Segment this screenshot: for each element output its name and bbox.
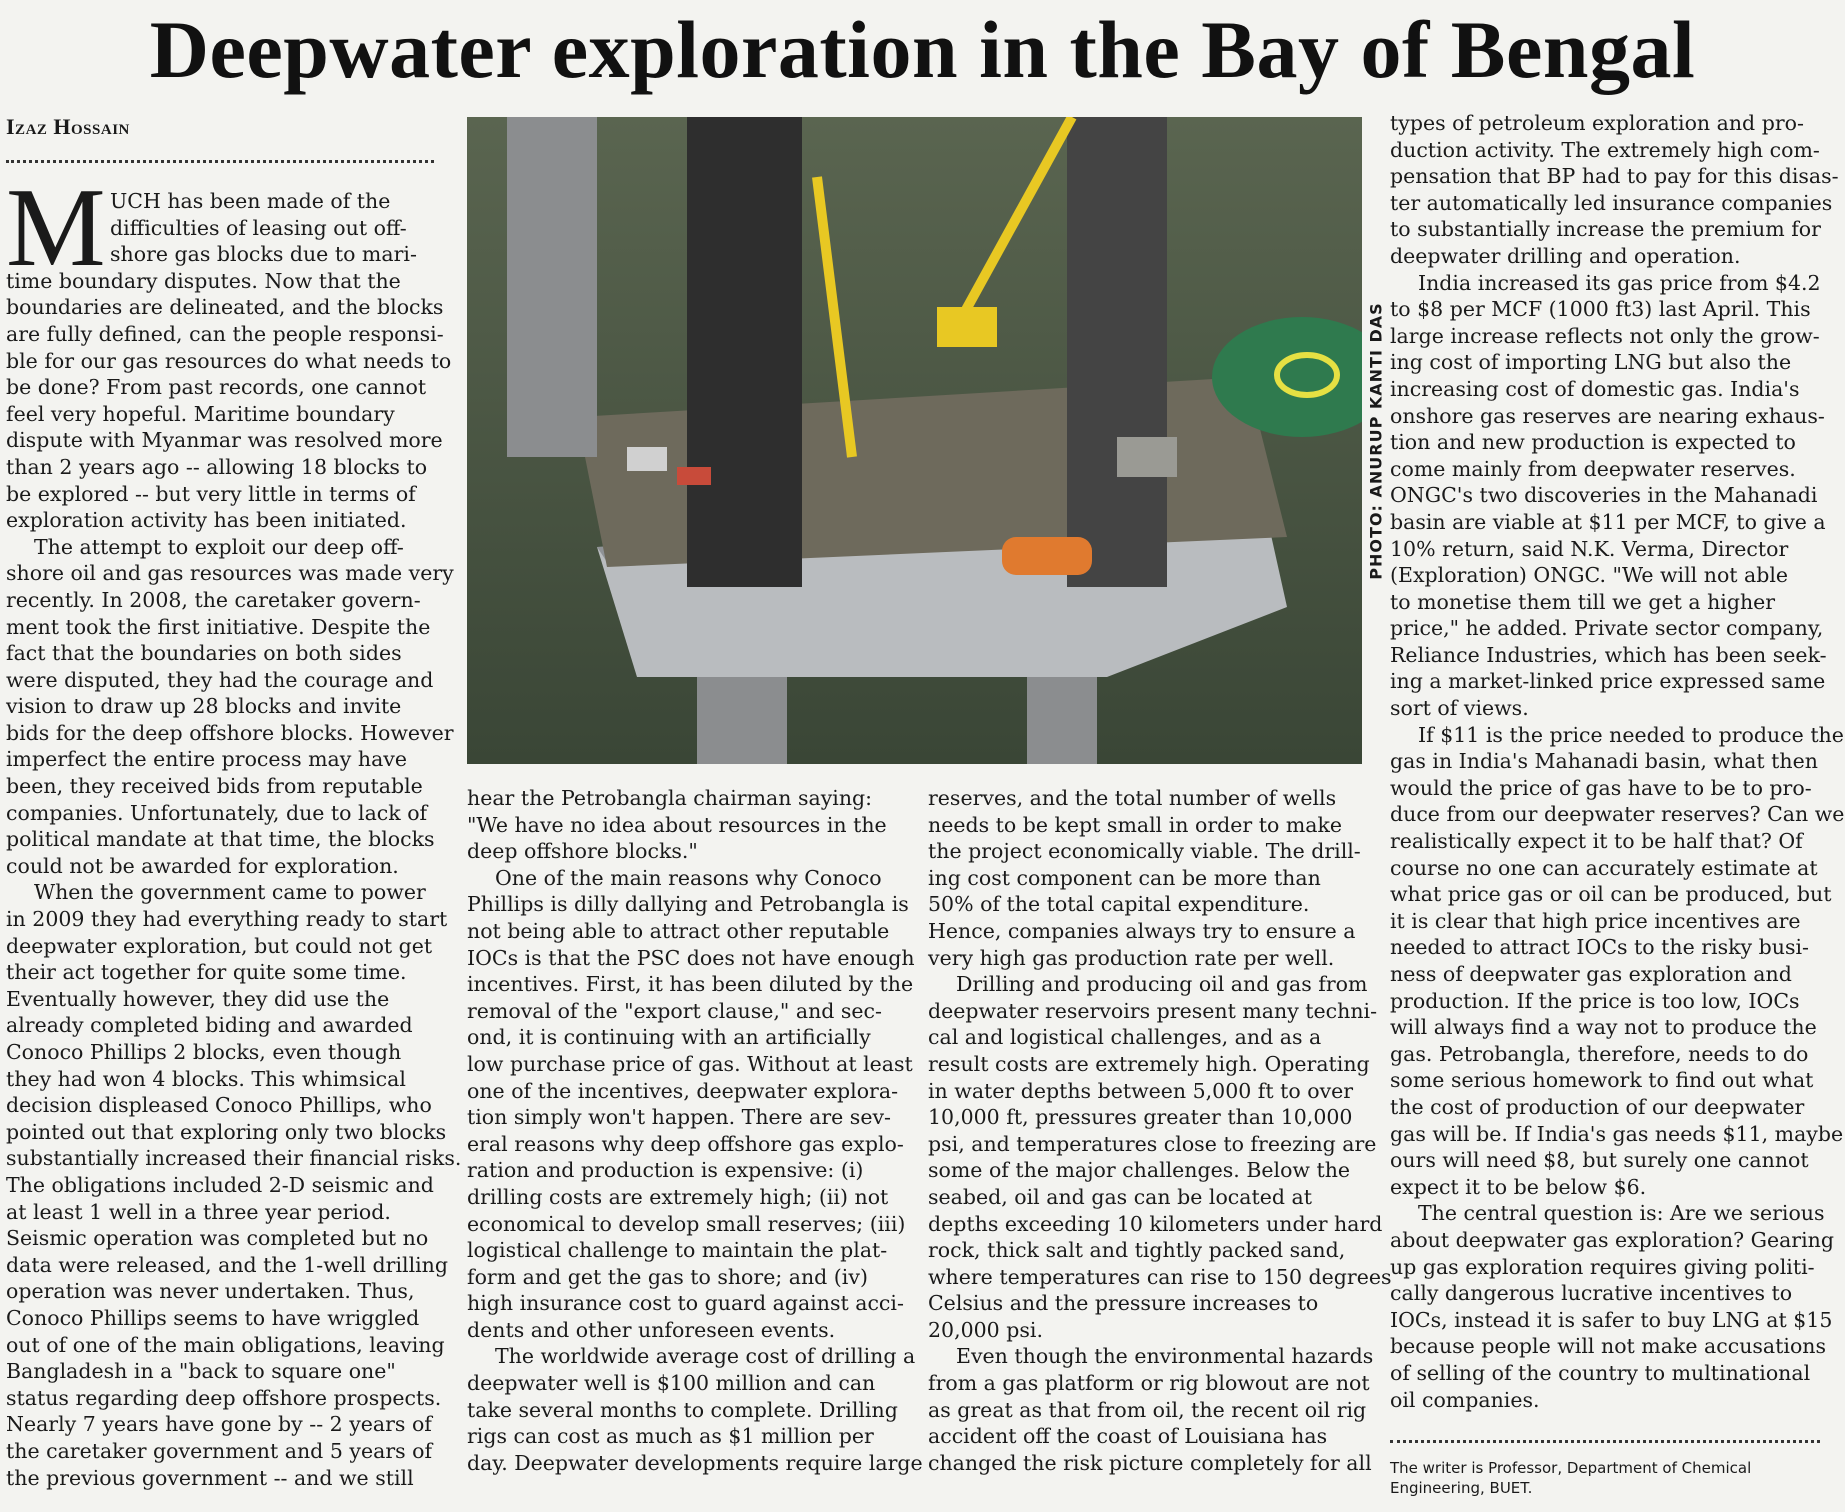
text-line: rigs can cost as much as $1 million per xyxy=(467,1424,874,1449)
text-line: ours will need $8, but surely one cannot xyxy=(1390,1148,1809,1173)
text-line: than 2 years ago -- allowing 18 blocks to xyxy=(6,454,428,479)
text-line: time boundary disputes. Now that the xyxy=(6,268,401,293)
text-line: where temperatures can rise to 150 degrees xyxy=(928,1264,1392,1289)
text-line: boundaries are delineated, and the blocks xyxy=(6,295,444,320)
text-line: course no one can accurately estimate at xyxy=(1390,855,1818,880)
text-line: One of the main reasons why Conoco xyxy=(495,865,882,890)
author-note-line: The writer is Professor, Department of Chemical xyxy=(1390,1459,1752,1477)
text-line: pensation that BP had to pay for this disas- xyxy=(1390,164,1839,189)
text-line: 20,000 psi. xyxy=(928,1317,1043,1342)
text-line: production. If the price is too low, IOCs xyxy=(1390,988,1800,1013)
text-line: come mainly from deepwater reserves. xyxy=(1390,456,1796,481)
text-line: expect it to be below $6. xyxy=(1390,1174,1647,1199)
text-line: ter automatically led insurance companies xyxy=(1390,190,1833,215)
text-line: ond, it is continuing with an artificially xyxy=(467,1025,871,1050)
text-line: fact that the boundaries on both sides xyxy=(6,641,402,666)
text-line: bids for the deep offshore blocks. However xyxy=(6,720,454,745)
text-line: are fully defined, can the people responsi- xyxy=(6,321,444,346)
text-line: up gas exploration requires giving politi- xyxy=(1390,1254,1815,1279)
text-line: The worldwide average cost of drilling a xyxy=(495,1344,916,1369)
text-line: economical to develop small reserves; (iii) xyxy=(467,1211,906,1236)
text-line: seabed, oil and gas can be located at xyxy=(928,1184,1312,1209)
author-note-line: Engineering, BUET. xyxy=(1390,1479,1533,1497)
text-line: (Exploration) ONGC. "We will not able xyxy=(1390,563,1789,588)
text-line: India increased its gas price from $4.2 xyxy=(1418,270,1821,295)
text-line: imperfect the entire process may have xyxy=(6,747,408,772)
column-3 xyxy=(928,785,1392,1476)
text-line: When the government came to power xyxy=(34,880,426,905)
text-line: Even though the environmental hazards xyxy=(956,1344,1374,1369)
text-line: the cost of production of our deepwater xyxy=(1390,1094,1805,1119)
text-line: from a gas platform or rig blowout are not xyxy=(928,1371,1370,1396)
text-line: pointed out that exploring only two blocks xyxy=(6,1119,447,1144)
text-line: the caretaker government and 5 years of xyxy=(6,1438,433,1463)
text-line: the previous government -- and we still xyxy=(6,1465,414,1490)
text-line: shore gas blocks due to mari- xyxy=(110,242,417,267)
text-line: were disputed, they had the courage and xyxy=(6,667,434,692)
text-line: data were released, and the 1-well drilling xyxy=(6,1252,449,1277)
text-line: about deepwater gas exploration? Gearing xyxy=(1390,1227,1834,1252)
text-line: cal and logistical challenges, and as a xyxy=(928,1025,1322,1050)
text-line: feel very hopeful. Maritime boundary xyxy=(6,401,395,426)
text-line: cally dangerous lucrative incentives to xyxy=(1390,1281,1793,1306)
text-line: deep offshore blocks." xyxy=(467,839,698,864)
text-line: IOCs is that the PSC does not have enough xyxy=(467,945,915,970)
text-line: UCH has been made of the xyxy=(110,189,391,213)
text-line: shore oil and gas resources was made very xyxy=(6,561,454,586)
text-line: already completed biding and awarded xyxy=(6,1013,413,1038)
text-line: tion and new production is expected to xyxy=(1390,430,1796,455)
text-line: been, they received bids from reputable xyxy=(6,774,423,799)
text-line: dents and other unforeseen events. xyxy=(467,1317,836,1342)
text-line: logistical challenge to maintain the plat- xyxy=(467,1238,888,1263)
byline-divider xyxy=(6,160,434,163)
footer-divider xyxy=(1390,1440,1820,1443)
byline: Izaz Hossain xyxy=(6,114,130,139)
text-line: substantially increased their financial risks. xyxy=(6,1146,462,1171)
text-line: deepwater drilling and operation. xyxy=(1390,243,1741,268)
text-line: The attempt to exploit our deep off- xyxy=(34,534,404,559)
text-line: operation was never undertaken. Thus, xyxy=(6,1279,415,1304)
text-line: out of one of the main obligations, leaving xyxy=(6,1332,445,1357)
column-2 xyxy=(467,785,923,1476)
text-line: Seismic operation was completed but no xyxy=(6,1226,429,1251)
text-line: decision displeased Conoco Phillips, who xyxy=(6,1093,432,1118)
headline: Deepwater exploration in the Bay of Bengal xyxy=(149,4,1696,95)
text-line: as great as that from oil, the recent oil rig xyxy=(928,1397,1367,1422)
text-line: Hence, companies always try to ensure a xyxy=(928,918,1356,943)
author-note xyxy=(1390,1458,1751,1498)
text-line: incentives. First, it has been diluted by the xyxy=(467,972,914,997)
text-line: gas. Petrobangla, therefore, needs to do xyxy=(1390,1041,1809,1066)
text-line: 10,000 ft, pressures greater than 10,000 xyxy=(928,1105,1353,1130)
text-line: reserves, and the total number of wells xyxy=(928,786,1337,810)
text-line: take several months to complete. Drilling xyxy=(467,1397,898,1422)
text-line: dispute with Myanmar was resolved more xyxy=(6,428,443,453)
text-line: accident off the coast of Louisiana has xyxy=(928,1424,1328,1449)
photo-credit: PHOTO: ANURUP KANTI DAS xyxy=(1366,301,1386,580)
text-line: one of the incentives, deepwater explora- xyxy=(467,1078,898,1103)
text-line: Conoco Phillips 2 blocks, even though xyxy=(6,1040,402,1064)
text-line: needs to be kept small in order to make xyxy=(928,812,1343,837)
rig-illustration xyxy=(467,117,1362,764)
text-line: If $11 is the price needed to produce the xyxy=(1418,722,1844,747)
text-line: low purchase price of gas. Without at least xyxy=(467,1051,913,1076)
text-line: exploration activity has been initiated. xyxy=(6,508,407,533)
text-line: not being able to attract other reputable xyxy=(467,918,890,943)
text-line: some of the major challenges. Below the xyxy=(928,1158,1351,1183)
text-line: Conoco Phillips seems to have wriggled xyxy=(6,1305,420,1330)
text-line: gas in India's Mahanadi basin, what then xyxy=(1390,749,1818,774)
text-line: rock, thick salt and tightly packed sand, xyxy=(928,1238,1346,1263)
text-line: their act together for quite some time. xyxy=(6,960,407,985)
text-line: day. Deepwater developments require large xyxy=(467,1450,923,1475)
text-line: in water depths between 5,000 ft to over xyxy=(928,1078,1354,1103)
text-line: 50% of the total capital expenditure. xyxy=(928,892,1310,917)
text-line: to substantially increase the premium for xyxy=(1390,217,1821,242)
text-line: duction activity. The extremely high com- xyxy=(1390,137,1820,162)
text-line: ing a market-linked price expressed same xyxy=(1390,669,1826,694)
text-line: removal of the "export clause," and sec- xyxy=(467,998,882,1023)
text-line: because people will not make accusations xyxy=(1390,1334,1827,1359)
text-line: to $8 per MCF (1000 ft3) last April. This xyxy=(1390,297,1811,322)
text-line: changed the risk picture completely for all xyxy=(928,1450,1372,1475)
text-line: 10% return, said N.K. Verma, Director xyxy=(1390,536,1789,561)
text-line: psi, and temperatures close to freezing are xyxy=(928,1131,1377,1156)
text-line: duce from our deepwater reserves? Can we xyxy=(1390,802,1845,827)
text-line: vision to draw up 28 blocks and invite xyxy=(6,694,402,719)
text-line: ment took the first initiative. Despite the xyxy=(6,614,431,639)
text-line: gas will be. If India's gas needs $11, maybe xyxy=(1390,1121,1844,1146)
text-line: oil companies. xyxy=(1390,1387,1540,1412)
text-line: ness of deepwater gas exploration and xyxy=(1390,962,1792,986)
text-line: recently. In 2008, the caretaker govern- xyxy=(6,587,421,612)
text-line: what price gas or oil can be produced, but xyxy=(1390,882,1832,907)
text-line: Phillips is dilly dallying and Petrobangla is xyxy=(467,892,909,917)
text-line: status regarding deep offshore prospects. xyxy=(6,1385,442,1410)
text-line: Drilling and producing oil and gas from xyxy=(956,972,1368,997)
text-line: hear the Petrobangla chairman saying: xyxy=(467,786,873,810)
text-line: will always find a way not to produce the xyxy=(1390,1015,1817,1040)
text-line: deepwater exploration, but could not get xyxy=(6,933,433,958)
text-line: they had won 4 blocks. This whimsical xyxy=(6,1066,406,1091)
text-line: Eventually however, they did use the xyxy=(6,986,390,1011)
text-line: increasing cost of domestic gas. India's xyxy=(1390,376,1800,401)
text-line: result costs are extremely high. Operating xyxy=(928,1051,1370,1076)
text-line: Celsius and the pressure increases to xyxy=(928,1291,1319,1316)
text-line: ing cost component can be more than xyxy=(928,865,1321,890)
column-4 xyxy=(1390,110,1845,1413)
text-line: high insurance cost to guard against acci- xyxy=(467,1291,904,1316)
text-line: tion simply won't happen. There are sev- xyxy=(467,1105,891,1130)
text-line: price," he added. Private sector company, xyxy=(1390,616,1824,641)
text-line: deepwater reservoirs present many techni- xyxy=(928,998,1378,1023)
text-line: The obligations included 2-D seismic and xyxy=(6,1172,434,1197)
text-line: difficulties of leasing out off- xyxy=(110,215,407,240)
text-line: "We have no idea about resources in the xyxy=(467,812,887,837)
text-line: could not be awarded for exploration. xyxy=(6,853,399,878)
text-line: The central question is: Are we serious xyxy=(1418,1201,1825,1226)
text-line: ing cost of importing LNG but also the xyxy=(1390,350,1792,375)
text-line: Nearly 7 years have gone by -- 2 years of xyxy=(6,1412,432,1437)
text-line: deepwater well is $100 million and can xyxy=(467,1371,876,1396)
text-line: types of petroleum exploration and pro- xyxy=(1390,111,1804,135)
text-line: onshore gas reserves are nearing exhaus- xyxy=(1390,403,1825,428)
text-line: would the price of gas have to be to pro- xyxy=(1390,775,1812,800)
text-line: be explored -- but very little in terms of xyxy=(6,481,416,506)
text-line: large increase reflects not only the grow- xyxy=(1390,323,1820,348)
text-line: eral reasons why deep offshore gas explo- xyxy=(467,1131,904,1156)
drop-cap: M xyxy=(6,166,106,290)
text-line: some serious homework to find out what xyxy=(1390,1068,1814,1093)
column-1 xyxy=(6,188,462,1491)
text-line: basin are viable at $11 per MCF, to give a xyxy=(1390,509,1826,534)
text-line: form and get the gas to shore; and (iv) xyxy=(467,1264,868,1289)
text-line: ration and production is expensive: (i) xyxy=(467,1158,864,1183)
text-line: in 2009 they had everything ready to start xyxy=(6,907,448,932)
text-line: very high gas production rate per well. xyxy=(928,945,1335,970)
text-line: companies. Unfortunately, due to lack of xyxy=(6,800,428,825)
text-line: the project economically viable. The drill- xyxy=(928,839,1361,864)
text-line: drilling costs are extremely high; (ii) not xyxy=(467,1184,889,1209)
text-line: sort of views. xyxy=(1390,696,1529,721)
text-line: be done? From past records, one cannot xyxy=(6,375,427,400)
text-line: of selling of the country to multinational xyxy=(1390,1360,1811,1385)
text-line: IOCs, instead it is safer to buy LNG at $15 xyxy=(1390,1307,1833,1332)
text-line: needed to attract IOCs to the risky busi- xyxy=(1390,935,1809,960)
text-line: at least 1 well in a three year period. xyxy=(6,1199,391,1224)
text-line: Reliance Industries, which has been seek- xyxy=(1390,642,1827,667)
text-line: depths exceeding 10 kilometers under hard xyxy=(928,1211,1383,1236)
oil-rig-photo xyxy=(467,117,1362,764)
text-line: ONGC's two discoveries in the Mahanadi xyxy=(1390,483,1818,508)
text-line: Bangladesh in a "back to square one" xyxy=(6,1359,396,1384)
text-line: ble for our gas resources do what needs to xyxy=(6,348,452,373)
text-line: realistically expect it to be half that? Of xyxy=(1390,829,1803,854)
text-line: to monetise them till we get a higher xyxy=(1390,589,1776,614)
text-line: political mandate at that time, the blocks xyxy=(6,827,435,852)
text-line: it is clear that high price incentives are xyxy=(1390,908,1801,933)
